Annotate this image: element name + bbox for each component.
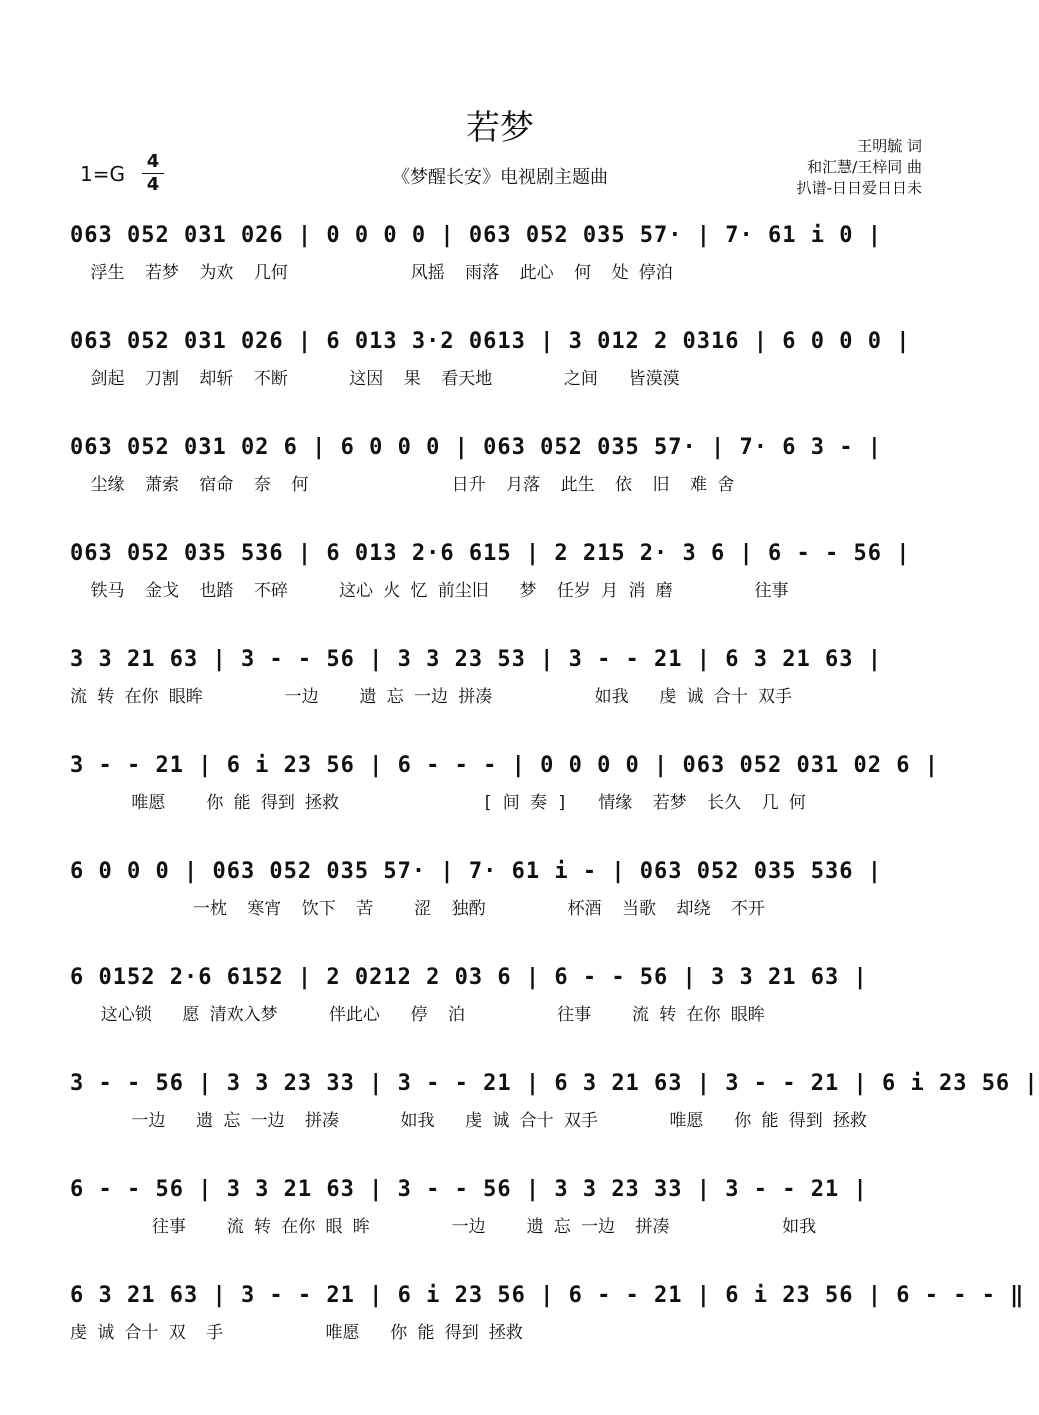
key-signature: 1=G (80, 162, 125, 186)
subtitle: 《梦醒长安》电视剧主题曲 (392, 167, 608, 188)
lyrics-row: 尘缘 萧索 宿命 奈 何 日升 月落 此生 依 旧 难 舍 (70, 475, 735, 495)
notation-row: 063 052 031 026 | 0 0 0 0 | 063 052 035 57· | 7· 61 i 0 | (70, 223, 882, 248)
notation-row: 3 3 21 63 | 3 - - 56 | 3 3 23 53 | 3 - - 21 | 6 3 21 63 | (70, 647, 882, 672)
notation-row: 6 0152 2·6 6152 | 2 0212 2 03 6 | 6 - - 56 | 3 3 21 63 | (70, 965, 868, 990)
notation-row: 063 052 035 536 | 6 013 2·6 615 | 2 215 2· 3 6 | 6 - - 56 | (70, 541, 911, 566)
lyrics-row: 一枕 寒宵 饮下 苦 涩 独酌 杯酒 当歌 却绕 不开 (70, 899, 765, 919)
lyrics-row: 唯愿 你 能 得到 拯救 [ 间 奏 ] 情缘 若梦 长久 几 何 (70, 793, 806, 813)
notation-row: 6 0 0 0 | 063 052 035 57· | 7· 61 i - | 063 052 035 536 | (70, 859, 882, 884)
notation-row: 6 3 21 63 | 3 - - 21 | 6 i 23 56 | 6 - - 21 | 6 i 23 56 | 6 - - - ‖ (70, 1283, 1025, 1308)
notation-row: 063 052 031 02 6 | 6 0 0 0 | 063 052 035 57· | 7· 6 3 - | (70, 435, 882, 460)
notation-row: 3 - - 21 | 6 i 23 56 | 6 - - - | 0 0 0 0 | 063 052 031 02 6 | (70, 753, 939, 778)
composer-credit: 和汇慧/王梓同 曲 (807, 158, 922, 176)
notation-row: 6 - - 56 | 3 3 21 63 | 3 - - 56 | 3 3 23 33 | 3 - - 21 | (70, 1177, 868, 1202)
lyricist-credit: 王明毓 词 (857, 137, 922, 155)
time-signature-top: 4 (146, 151, 160, 172)
notation-row: 063 052 031 026 | 6 013 3·2 0613 | 3 012 2 0316 | 6 0 0 0 | (70, 329, 911, 354)
lyrics-row: 一边 遗 忘 一边 拼凑 如我 虔 诚 合十 双手 唯愿 你 能 得到 拯救 (70, 1111, 867, 1131)
lyrics-row: 铁马 金戈 也踏 不碎 这心 火 忆 前尘旧 梦 任岁 月 消 磨 往事 (70, 581, 789, 601)
transcriber-credit: 扒谱-日日爱日日未 (796, 179, 922, 197)
lyrics-row: 剑起 刀割 却斩 不断 这因 果 看天地 之间 皆漠漠 (70, 369, 680, 389)
credits (797, 136, 922, 199)
lyrics-row: 往事 流 转 在你 眼 眸 一边 遗 忘 一边 拼凑 如我 (70, 1217, 817, 1237)
lyrics-row: 这心锁 愿 清欢入梦 伴此心 停 泊 往事 流 转 在你 眼眸 (70, 1005, 765, 1025)
song-title: 若梦 (466, 108, 534, 148)
lyrics-row: 浮生 若梦 为欢 几何 风摇 雨落 此心 何 处 停泊 (70, 263, 673, 283)
lyrics-row: 虔 诚 合十 双 手 唯愿 你 能 得到 拯救 (70, 1323, 523, 1343)
lyrics-row: 流 转 在你 眼眸 一边 遗 忘 一边 拼凑 如我 虔 诚 合十 双手 (70, 687, 792, 707)
notation-row: 3 - - 56 | 3 3 23 33 | 3 - - 21 | 6 3 21 63 | 3 - - 21 | 6 i 23 56 | (70, 1071, 1039, 1096)
time-signature-bottom: 4 (146, 174, 160, 195)
